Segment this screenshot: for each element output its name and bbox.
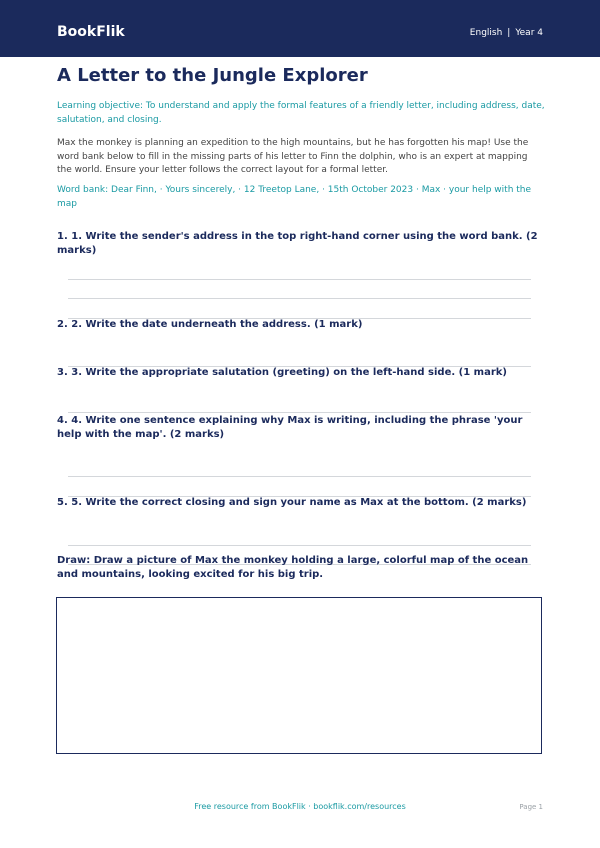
question-2: 2. 2. Write the date underneath the address. (1 mark) [57,319,363,330]
question-3: 3. 3. Write the appropriate salutation (greeting) on the left-hand side. (1 mark) [57,367,507,378]
answer-line[interactable] [68,298,531,299]
page-title: A Letter to the Jungle Explorer [57,65,368,86]
learning-objective: Learning objective: To understand and apply the formal features of a friendly letter, including address, date, salutation, and closing. [57,101,545,125]
footer-resource-link[interactable]: Free resource from BookFlik · bookflik.com/resources [194,802,406,811]
answer-line[interactable] [68,476,531,477]
answer-line[interactable] [68,412,531,413]
brand-logo[interactable]: BookFlik [57,24,125,40]
answer-line[interactable] [68,279,531,280]
question-5: 5. 5. Write the correct closing and sign your name as Max at the bottom. (2 marks) [57,497,527,508]
question-1: 1. 1. Write the sender's address in the top right-hand corner using the word bank. (2 marks) [57,231,538,256]
year-label: Year 4 [515,28,543,38]
page-number: Page 1 [519,803,543,811]
meta-separator: | [507,28,511,38]
drawing-box[interactable] [56,597,542,754]
subject-year [470,28,543,39]
header-bar [0,0,600,57]
intro-paragraph: Max the monkey is planning an expedition to the high mountains, but he has forgotten his map! Use the word bank below to fill in the missing parts of his letter to Finn the dolphin, who is an expert at mapping the world. Ensure your letter follows the correct layout for a formal letter. [57,138,529,175]
word-bank: Word bank: Dear Finn, · Yours sincerely, · 12 Treetop Lane, · 15th October 2023 · Max · your help with the map [57,185,532,209]
draw-prompt: Draw: Draw a picture of Max the monkey holding a large, colorful map of the ocean and mountains, looking excited for his big trip. [57,555,529,580]
answer-line[interactable] [68,545,531,546]
subject-label: English [469,28,503,38]
question-4: 4. 4. Write one sentence explaining why Max is writing, including the phrase 'your help with the map'. (2 marks) [57,415,523,440]
